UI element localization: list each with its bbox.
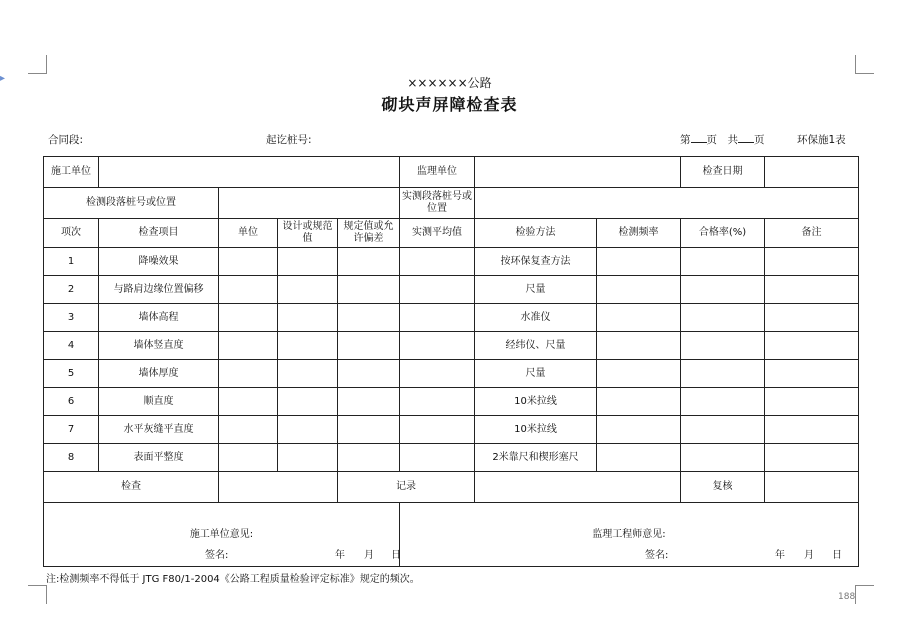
- day-label: 日: [391, 550, 401, 561]
- year-label: 年: [335, 550, 345, 561]
- measured-mean-cell[interactable]: [400, 416, 475, 444]
- remarks-cell[interactable]: [765, 416, 859, 444]
- measured-mean-cell[interactable]: [400, 248, 475, 276]
- table-row: [44, 248, 859, 276]
- remarks-cell[interactable]: [765, 248, 859, 276]
- test-method: 按环保复查方法: [475, 248, 597, 276]
- footnote: 注:检测频率不得低于 JTG F80/1-2004《公路工程质量检验评定标准》规定的频次。: [46, 574, 420, 585]
- paragraph-anchor-icon[interactable]: ▸: [0, 73, 6, 84]
- contractor-label: 施工单位: [44, 157, 99, 188]
- frequency-cell[interactable]: [597, 276, 681, 304]
- contractor-opinion-title: 施工单位意见:: [189, 528, 254, 540]
- pass-rate-cell[interactable]: [681, 360, 765, 388]
- contract-section-label: 合同段:: [48, 134, 84, 146]
- pass-rate-cell[interactable]: [681, 304, 765, 332]
- review-value[interactable]: [765, 472, 859, 503]
- location-row: [44, 188, 859, 219]
- measured-mean-cell[interactable]: [400, 360, 475, 388]
- unit-cell[interactable]: [219, 276, 278, 304]
- pass-rate-cell[interactable]: [681, 416, 765, 444]
- actual-location-value[interactable]: [475, 188, 859, 219]
- contractor-opinion-cell[interactable]: [44, 503, 400, 567]
- crop-mark-top-right: [855, 55, 874, 74]
- design-value-cell[interactable]: [278, 332, 338, 360]
- review-label: 复核: [681, 472, 765, 503]
- item-number: 4: [44, 332, 99, 360]
- year-label: 年: [775, 550, 785, 561]
- item-name: 墙体高程: [99, 304, 219, 332]
- sign-label: 签名:: [205, 550, 229, 561]
- inspection-table: [43, 156, 859, 567]
- station-range-label: 起讫桩号:: [266, 134, 312, 146]
- item-number: 5: [44, 360, 99, 388]
- tolerance-cell[interactable]: [338, 444, 400, 472]
- document-title: 砌块声屏障检查表: [381, 95, 518, 114]
- table-row: [44, 444, 859, 472]
- total-blank: [738, 132, 754, 143]
- inspection-date-value[interactable]: [765, 157, 859, 188]
- tolerance-cell[interactable]: [338, 276, 400, 304]
- unit-cell[interactable]: [219, 360, 278, 388]
- remarks-cell[interactable]: [765, 388, 859, 416]
- day-label: 日: [832, 550, 842, 561]
- table-row: [44, 304, 859, 332]
- test-method: 尺量: [475, 276, 597, 304]
- record-value[interactable]: [475, 472, 681, 503]
- opinion-row: [44, 503, 859, 567]
- unit-cell[interactable]: [219, 304, 278, 332]
- page-suffix: 页: [754, 134, 765, 146]
- column-header: 检查项目: [99, 219, 219, 248]
- test-location-label: 检测段落桩号或位置: [44, 188, 219, 219]
- item-number: 7: [44, 416, 99, 444]
- month-label: 月: [804, 550, 814, 561]
- inspect-value[interactable]: [219, 472, 338, 503]
- tolerance-cell[interactable]: [338, 416, 400, 444]
- contractor-value[interactable]: [99, 157, 400, 188]
- tolerance-cell[interactable]: [338, 248, 400, 276]
- remarks-cell[interactable]: [765, 332, 859, 360]
- item-number: 8: [44, 444, 99, 472]
- column-header: 单位: [219, 219, 278, 248]
- design-value-cell[interactable]: [278, 248, 338, 276]
- unit-cell[interactable]: [219, 444, 278, 472]
- unit-cell[interactable]: [219, 248, 278, 276]
- test-method: 尺量: [475, 360, 597, 388]
- unit-cell[interactable]: [219, 332, 278, 360]
- table-row: [44, 388, 859, 416]
- crop-mark-bottom-left: [28, 585, 47, 604]
- item-number: 2: [44, 276, 99, 304]
- sign-label: 签名:: [645, 550, 669, 561]
- design-value-cell[interactable]: [278, 444, 338, 472]
- item-name: 与路肩边缘位置偏移: [99, 276, 219, 304]
- frequency-cell[interactable]: [597, 416, 681, 444]
- design-value-cell[interactable]: [278, 304, 338, 332]
- design-value-cell[interactable]: [278, 360, 338, 388]
- month-label: 月: [364, 550, 374, 561]
- column-header: 实测平均值: [400, 219, 475, 248]
- item-number: 1: [44, 248, 99, 276]
- design-value-cell[interactable]: [278, 276, 338, 304]
- frequency-cell[interactable]: [597, 248, 681, 276]
- test-method: 10米拉线: [475, 416, 597, 444]
- supervisor-value[interactable]: [475, 157, 681, 188]
- column-header: 规定值或允许偏差: [338, 219, 400, 248]
- measured-mean-cell[interactable]: [400, 444, 475, 472]
- pass-rate-cell[interactable]: [681, 248, 765, 276]
- item-name: 墙体厚度: [99, 360, 219, 388]
- engineer-opinion-cell[interactable]: [400, 503, 859, 567]
- measured-mean-cell[interactable]: [400, 332, 475, 360]
- measured-mean-cell[interactable]: [400, 276, 475, 304]
- page-blank: [691, 132, 707, 143]
- column-header: 检验方法: [475, 219, 597, 248]
- test-method: 水准仪: [475, 304, 597, 332]
- actual-location-label: 实测段落桩号或位置: [400, 188, 475, 219]
- document-supertitle: ××××××公路: [407, 76, 492, 90]
- page-prefix: 第: [680, 134, 691, 146]
- column-header: 合格率(%): [681, 219, 765, 248]
- item-number: 3: [44, 304, 99, 332]
- unit-cell[interactable]: [219, 416, 278, 444]
- table-row: [44, 276, 859, 304]
- test-method: 2米靠尺和楔形塞尺: [475, 444, 597, 472]
- remarks-cell[interactable]: [765, 304, 859, 332]
- inspection-date-label: 检查日期: [681, 157, 765, 188]
- item-name: 墙体竖直度: [99, 332, 219, 360]
- design-value-cell[interactable]: [278, 416, 338, 444]
- table-row: [44, 360, 859, 388]
- frequency-cell[interactable]: [597, 360, 681, 388]
- tolerance-cell[interactable]: [338, 304, 400, 332]
- design-value-cell[interactable]: [278, 388, 338, 416]
- pass-rate-cell[interactable]: [681, 444, 765, 472]
- frequency-cell[interactable]: [597, 332, 681, 360]
- frequency-cell[interactable]: [597, 388, 681, 416]
- remarks-cell[interactable]: [765, 360, 859, 388]
- supervisor-label: 监理单位: [400, 157, 475, 188]
- tolerance-cell[interactable]: [338, 388, 400, 416]
- frequency-cell[interactable]: [597, 444, 681, 472]
- pass-rate-cell[interactable]: [681, 388, 765, 416]
- crop-mark-bottom-right: [855, 585, 874, 604]
- item-name: 表面平整度: [99, 444, 219, 472]
- item-name: 顺直度: [99, 388, 219, 416]
- column-header: 设计或规范值: [278, 219, 338, 248]
- tolerance-cell[interactable]: [338, 332, 400, 360]
- column-header-row: [44, 219, 859, 248]
- tolerance-cell[interactable]: [338, 360, 400, 388]
- column-header: 检测频率: [597, 219, 681, 248]
- record-label: 记录: [338, 472, 475, 503]
- crop-mark-top-left: [28, 55, 47, 74]
- signature-role-row: [44, 472, 859, 503]
- engineer-opinion-title: 监理工程师意见:: [592, 528, 666, 540]
- test-location-value[interactable]: [219, 188, 400, 219]
- unit-row: [44, 157, 859, 188]
- table-row: [44, 332, 859, 360]
- pass-rate-cell[interactable]: [681, 332, 765, 360]
- test-method: 经纬仪、尺量: [475, 332, 597, 360]
- form-id: 环保施1表: [797, 134, 846, 146]
- measured-mean-cell[interactable]: [400, 388, 475, 416]
- pass-rate-cell[interactable]: [681, 276, 765, 304]
- table-row: [44, 416, 859, 444]
- unit-cell[interactable]: [219, 388, 278, 416]
- test-method: 10米拉线: [475, 388, 597, 416]
- inspect-label: 检查: [44, 472, 219, 503]
- frequency-cell[interactable]: [597, 304, 681, 332]
- measured-mean-cell[interactable]: [400, 304, 475, 332]
- page-count-label: [680, 132, 765, 147]
- item-name: 降噪效果: [99, 248, 219, 276]
- remarks-cell[interactable]: [765, 276, 859, 304]
- item-name: 水平灰缝平直度: [99, 416, 219, 444]
- item-number: 6: [44, 388, 99, 416]
- column-header: 备注: [765, 219, 859, 248]
- page-mid: 页 共: [706, 134, 738, 146]
- column-header: 项次: [44, 219, 99, 248]
- page-number: 188: [838, 592, 856, 602]
- remarks-cell[interactable]: [765, 444, 859, 472]
